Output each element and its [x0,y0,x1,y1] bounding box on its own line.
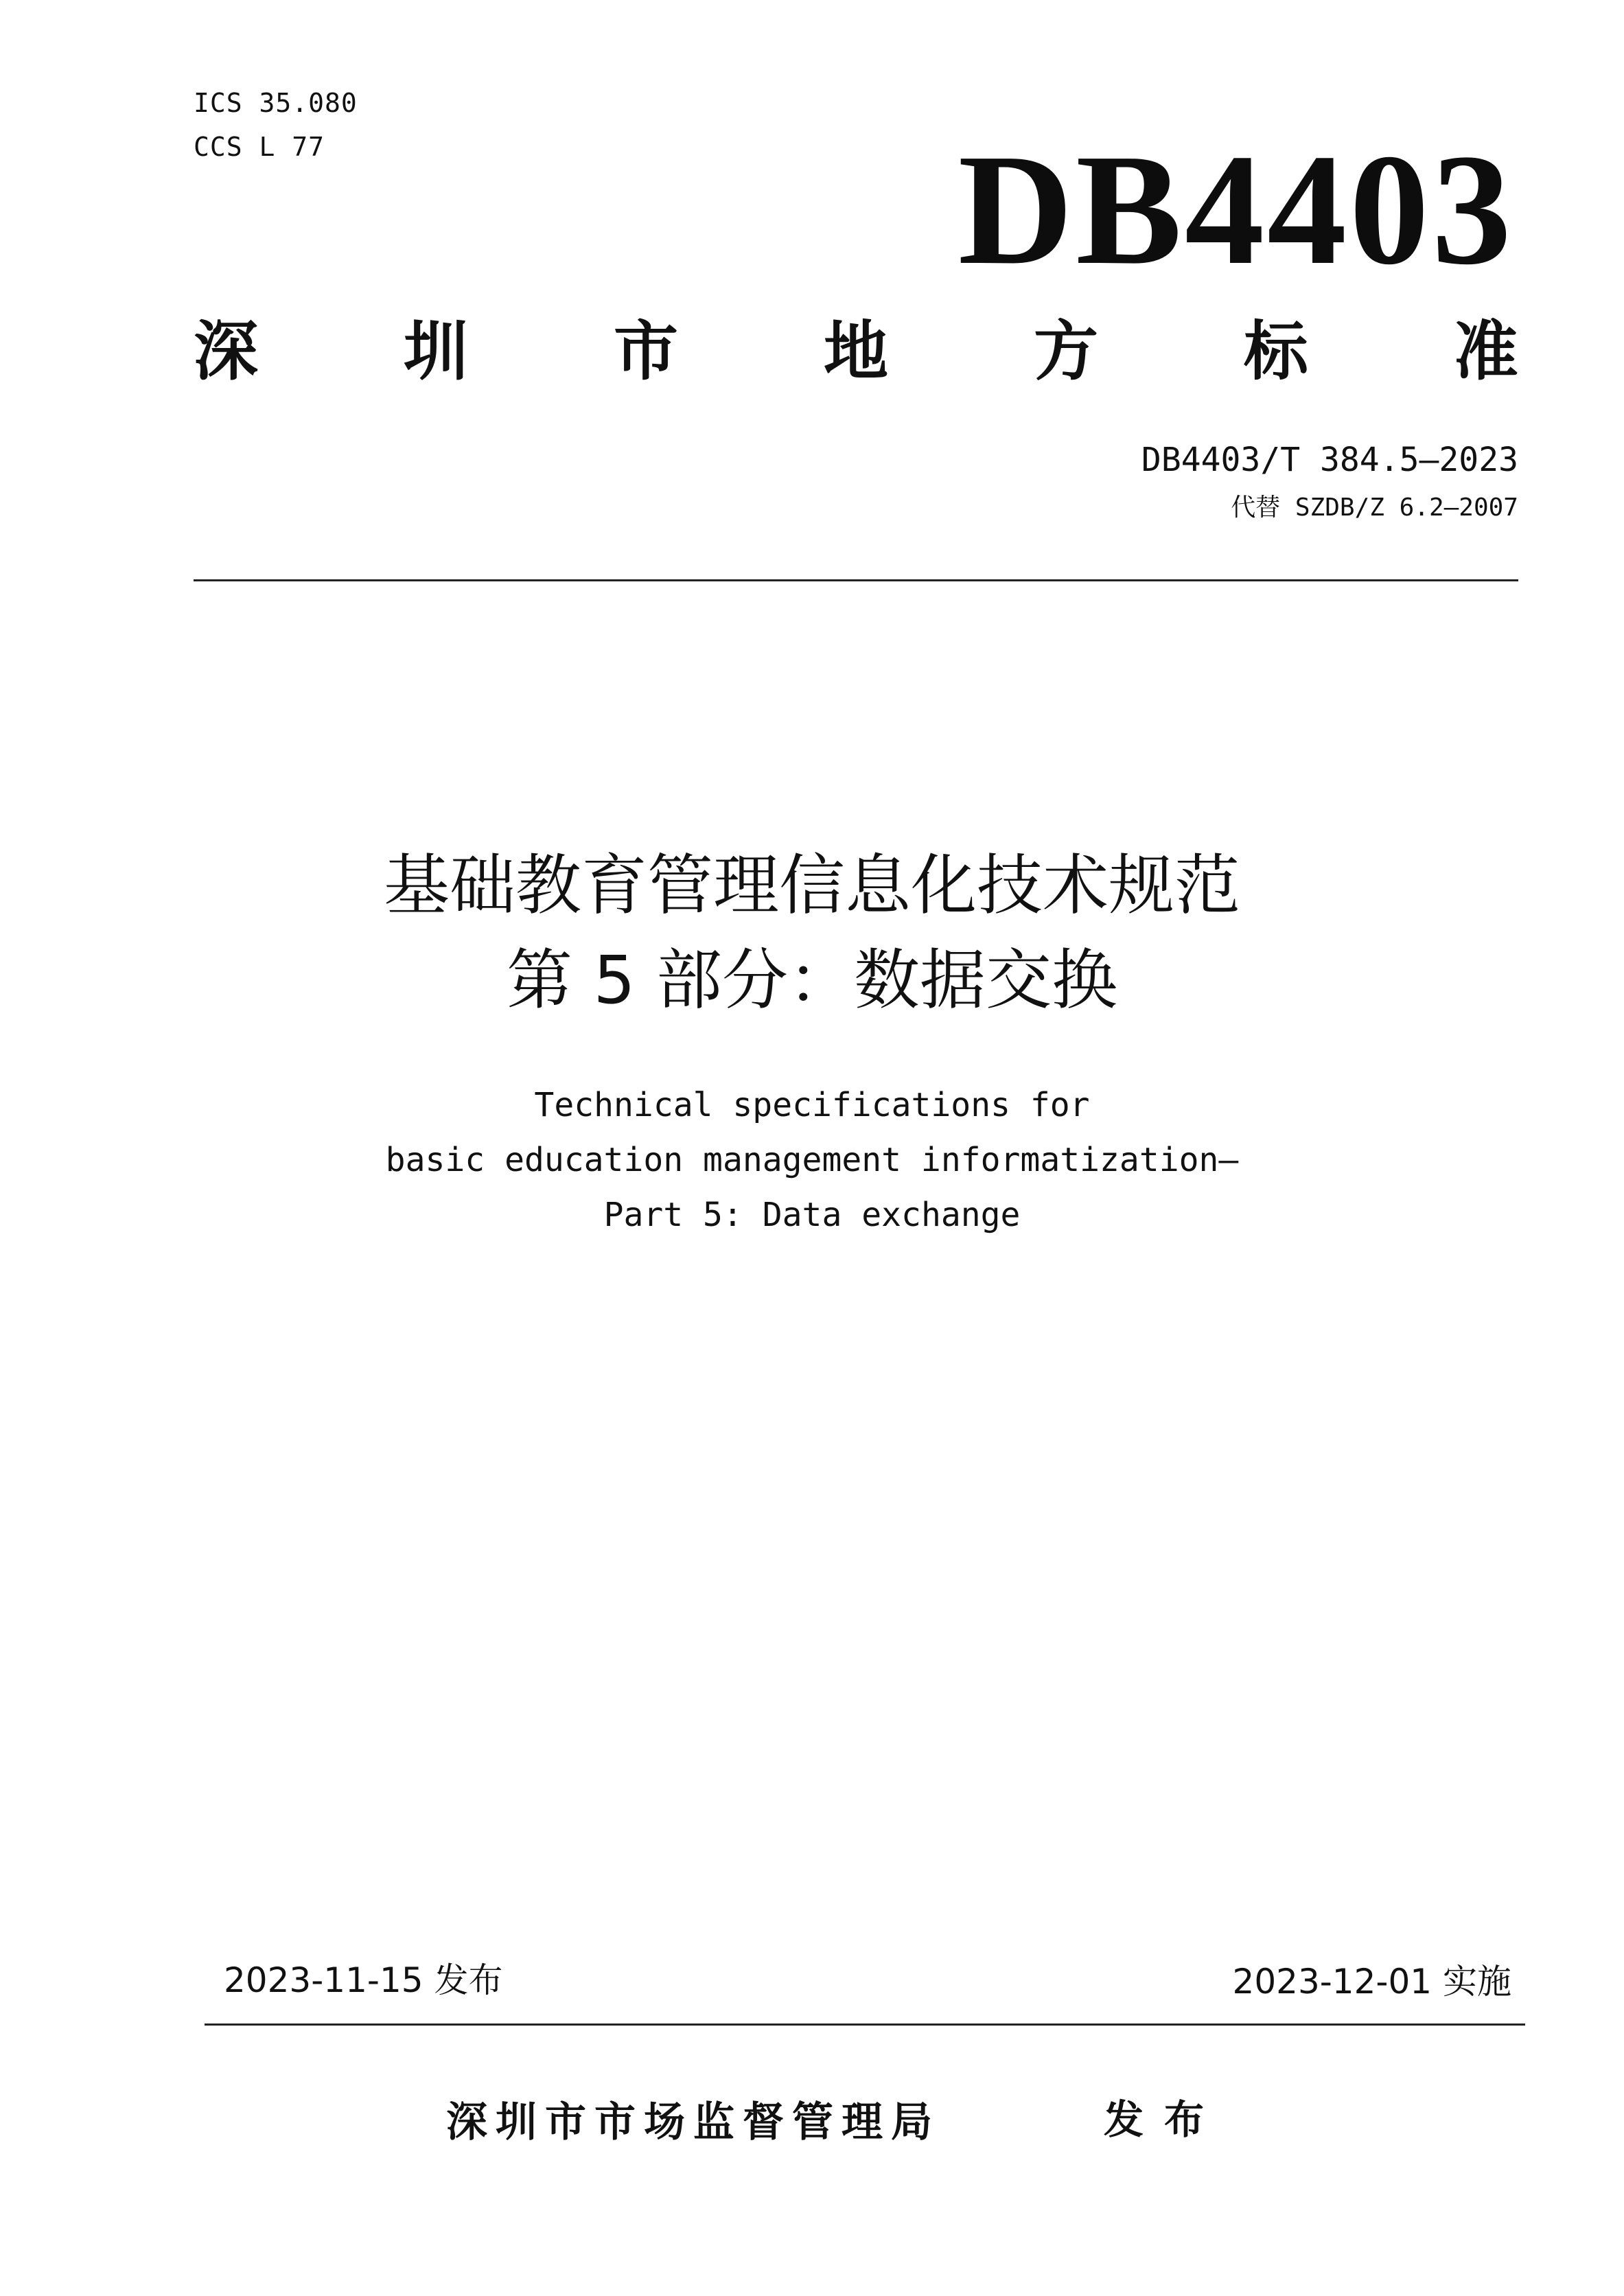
english-title-line-3: Part 5: Data exchange [603,1196,1021,1234]
chinese-title-line-1: 基础教育管理信息化技术规范 [384,847,1240,924]
implementation-date: 2023-12-01 实施 [1232,1962,1511,2002]
english-title-line-1: Technical specifications for [534,1086,1090,1124]
standard-type-char: 深 [194,314,259,389]
standard-type-char: 圳 [403,314,468,389]
standard-type-char: 地 [823,314,888,389]
ics-code: ICS 35.080 [194,88,358,118]
issue-date: 2023-11-15 发布 [224,1960,503,2000]
issuing-authority: 深圳市市场监督管理局 [446,2098,940,2146]
replaces-note: 代替 SZDB/Z 6.2—2007 [1231,494,1518,522]
standard-number: DB4403/T 384.5—2023 [1141,441,1518,479]
bottom-divider [205,2024,1525,2026]
publish-label: 发布 [1104,2096,1225,2143]
ccs-code: CCS L 77 [194,132,325,162]
english-title-line-2: basic education management informatization— [385,1141,1239,1179]
standard-type-char: 市 [613,314,678,389]
standard-type-heading [194,314,1518,390]
classification-codes [194,81,358,169]
standard-type-char: 准 [1453,314,1518,389]
chinese-title-line-2: 第 5 部分：数据交换 [506,942,1118,1019]
standard-mark: DB4403 [958,121,1514,298]
standard-type-char: 方 [1033,314,1098,389]
top-divider [194,579,1518,581]
standard-type-char: 标 [1243,314,1308,389]
